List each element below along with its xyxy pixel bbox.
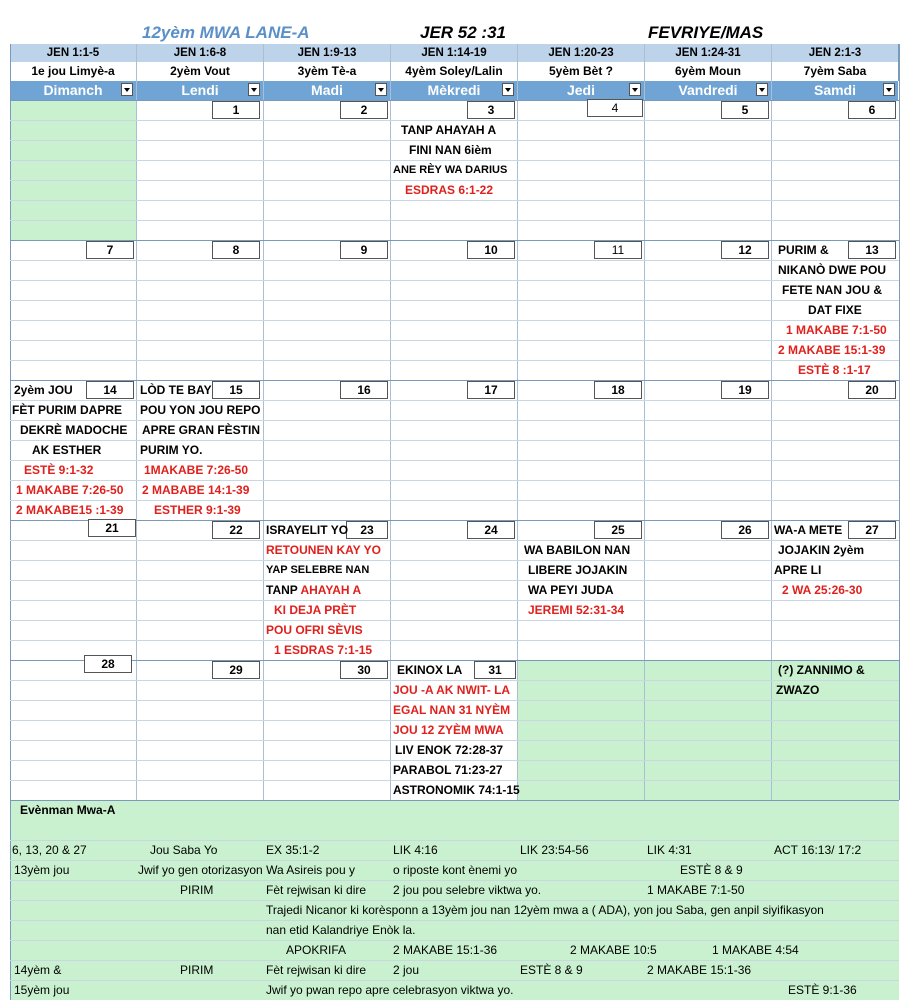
event-word: AHAYAH A xyxy=(300,583,362,597)
grid-line xyxy=(10,360,899,361)
day-name-sun: Dimanch xyxy=(43,82,103,98)
footer-heading: Evènman Mwa-A xyxy=(20,803,116,817)
event-line: JOU 12 ZYÈM MWA xyxy=(393,723,504,737)
date-30[interactable]: 30 xyxy=(340,661,388,679)
date-12[interactable]: 12 xyxy=(721,241,769,259)
day-ordinal-sun: 1e jou Limyè-a xyxy=(10,62,137,81)
event-line: POU YON JOU REPO xyxy=(140,403,261,417)
event-word: TANP xyxy=(266,583,301,597)
date-18[interactable]: 18 xyxy=(594,381,642,399)
footer-cell: ACT 16:13/ 17:2 xyxy=(774,843,862,857)
column-header-sun[interactable] xyxy=(10,81,137,100)
grid-line xyxy=(10,920,899,921)
event-line: NIKANÒ DWE POU xyxy=(778,263,886,277)
event-line: WA-A METE xyxy=(774,523,843,537)
footer-cell: LIK 4:31 xyxy=(647,843,692,857)
column-header-fri[interactable] xyxy=(645,81,772,100)
event-line: JOU -A AK NWIT- LA xyxy=(393,683,511,697)
day-ordinal-wed: 4yèm Soley/Lalin xyxy=(391,62,518,81)
green-cell-end-month xyxy=(518,660,899,800)
day-ref-sat: JEN 2:1-3 xyxy=(772,44,899,62)
filter-dropdown-icon[interactable] xyxy=(375,83,387,96)
event-line: POU OFRI SÈVIS xyxy=(266,623,363,637)
date-15[interactable]: 15 xyxy=(212,381,260,399)
date-4[interactable]: 4 xyxy=(587,99,643,117)
footer-cell: LIK 23:54-56 xyxy=(520,843,589,857)
event-line: APRE GRAN FÈSTIN xyxy=(142,423,261,437)
grid-line xyxy=(10,580,899,581)
event-line: APRE LI xyxy=(774,563,822,577)
footer-cell: Trajedi Nicanor ki korèsponn a 13yèm jou nan 12yèm mwa a ( ADA), yon jou Saba, gen anpil siyifikasyon xyxy=(266,903,824,917)
event-line: WA PEYI JUDA xyxy=(528,583,614,597)
footer-cell: 13yèm jou xyxy=(14,863,70,877)
date-10[interactable]: 10 xyxy=(467,241,515,259)
day-ref-thu: JEN 1:20-23 xyxy=(518,44,645,62)
event-scripture: 1MAKABE 7:26-50 xyxy=(144,463,249,477)
event-line: AK ESTHER xyxy=(32,443,102,457)
day-name-tue: Madi xyxy=(311,82,343,98)
grid-line xyxy=(10,540,899,541)
date-11[interactable]: 11 xyxy=(594,241,642,259)
grid-line xyxy=(10,620,899,621)
footer-cell: Jou Saba Yo xyxy=(150,843,218,857)
grid-line xyxy=(10,840,899,841)
grid-line xyxy=(10,300,899,301)
column-header-mon[interactable] xyxy=(137,81,264,100)
grid-line xyxy=(10,500,899,501)
event-scripture: 2 MABABE 14:1-39 xyxy=(142,483,250,497)
footer-cell: Fèt rejwisan ki dire xyxy=(266,883,367,897)
footer-cell: Jwif yo gen otorizasyon Wa Asireis pou y xyxy=(138,863,355,877)
grid-line xyxy=(263,44,264,800)
footer-cell: 2 jou xyxy=(393,963,420,977)
footer-cell: EX 35:1-2 xyxy=(266,843,320,857)
event-scripture: 2 MAKABE15 :1-39 xyxy=(16,503,124,517)
grid-line xyxy=(10,960,899,961)
day-ordinal-fri: 6yèm Moun xyxy=(645,62,772,81)
grid-line xyxy=(644,44,645,800)
grid-line xyxy=(10,220,899,221)
event-scripture: ASTRONOMIK 74:1-15 xyxy=(393,783,520,797)
date-17[interactable]: 17 xyxy=(467,381,515,399)
grid-line xyxy=(10,200,899,201)
event-line: ISRAYELIT YO xyxy=(266,523,349,537)
date-31[interactable]: 31 xyxy=(474,661,516,679)
event-line: RETOUNEN KAY YO xyxy=(266,543,381,557)
date-20[interactable]: 20 xyxy=(848,381,896,399)
event-scripture: 1 ESDRAS 7:1-15 xyxy=(274,643,373,657)
event-scripture: 2 MAKABE 15:1-39 xyxy=(778,343,886,357)
filter-dropdown-icon[interactable] xyxy=(883,83,895,96)
date-14[interactable]: 14 xyxy=(86,381,134,399)
footer-cell: 6, 13, 20 & 27 xyxy=(12,843,87,857)
event-scripture: 2 WA 25:26-30 xyxy=(782,583,863,597)
date-29[interactable]: 29 xyxy=(212,661,260,679)
month-range-title: FEVRIYE/MAS xyxy=(648,23,764,42)
filter-dropdown-icon[interactable] xyxy=(629,83,641,96)
day-ref-fri: JEN 1:24-31 xyxy=(645,44,772,62)
event-line: PURIM YO. xyxy=(140,443,203,457)
event-line: DEKRÈ MADOCHE xyxy=(20,423,128,437)
column-header-sat[interactable] xyxy=(772,81,899,100)
filter-dropdown-icon[interactable] xyxy=(121,83,133,96)
day-name-mon: Lendi xyxy=(181,82,219,98)
filter-dropdown-icon[interactable] xyxy=(756,83,768,96)
event-line: LIBERE JOJAKIN xyxy=(528,563,628,577)
event-scripture: 1 MAKABE 7:26-50 xyxy=(16,483,124,497)
grid-line xyxy=(136,44,137,800)
date-24[interactable]: 24 xyxy=(467,521,515,539)
month-title: 12yèm MWA LANE-A xyxy=(142,23,310,42)
filter-dropdown-icon[interactable] xyxy=(502,83,514,96)
event-line: EKINOX LA xyxy=(397,663,463,677)
event-line: FINI NAN 6ièm xyxy=(409,143,492,157)
event-line: ZWAZO xyxy=(776,683,820,697)
event-scripture: LIV ENOK 72:28-37 xyxy=(395,743,504,757)
scripture-ref-title: JER 52 :31 xyxy=(420,23,506,42)
event-line: WA BABILON NAN xyxy=(524,543,631,557)
footer-cell: ESTÈ 8 & 9 xyxy=(680,863,743,877)
grid-line xyxy=(10,44,11,1000)
footer-cell: 15yèm jou xyxy=(14,983,70,997)
date-6[interactable]: 6 xyxy=(848,101,896,119)
column-header-thu[interactable] xyxy=(518,81,645,100)
day-ordinal-sat: 7yèm Saba xyxy=(772,62,899,81)
date-7[interactable]: 7 xyxy=(86,241,134,259)
date-1[interactable]: 1 xyxy=(212,101,260,119)
footer-cell: PIRIM xyxy=(180,963,214,977)
grid-line xyxy=(10,340,899,341)
event-line: DAT FIXE xyxy=(808,303,862,317)
event-line: TANP AHAYAH A xyxy=(401,123,497,137)
grid-line xyxy=(10,800,899,801)
day-ordinal-thu: 5yèm Bèt ? xyxy=(518,62,645,81)
date-26[interactable]: 26 xyxy=(721,521,769,539)
date-16[interactable]: 16 xyxy=(340,381,388,399)
date-13[interactable]: 13 xyxy=(848,241,896,259)
event-scripture: 1 MAKABE 7:1-50 xyxy=(786,323,887,337)
date-9[interactable]: 9 xyxy=(340,241,388,259)
date-27[interactable]: 27 xyxy=(848,521,896,539)
filter-dropdown-icon[interactable] xyxy=(248,83,260,96)
column-header-wed[interactable] xyxy=(391,81,518,100)
event-line: PURIM & xyxy=(778,243,829,257)
event-line: FÈT PURIM DAPRE xyxy=(12,403,123,417)
date-5[interactable]: 5 xyxy=(721,101,769,119)
event-line: YAP SELEBRE NAN xyxy=(266,564,370,576)
date-19[interactable]: 19 xyxy=(721,381,769,399)
event-scripture: JEREMI 52:31-34 xyxy=(528,603,625,617)
footer-cell: 1 MAKABE 7:1-50 xyxy=(647,883,745,897)
event-line: KI DEJA PRÈT xyxy=(274,603,357,617)
day-ref-wed: JEN 1:14-19 xyxy=(391,44,518,62)
event-scripture: PARABOL 71:23-27 xyxy=(393,763,503,777)
day-name-wed: Mèkredi xyxy=(427,82,481,98)
column-header-tue[interactable] xyxy=(264,81,391,100)
footer-cell: 2 MAKABE 15:1-36 xyxy=(393,943,498,957)
day-ref-mon: JEN 1:6-8 xyxy=(137,44,264,62)
event-line: (?) ZANNIMO & xyxy=(778,663,865,677)
event-scripture: ESTÈ 9:1-32 xyxy=(24,463,94,477)
event-line: EGAL NAN 31 NYÈM xyxy=(393,703,511,717)
grid-line xyxy=(771,44,772,800)
footer-cell: 14yèm & xyxy=(14,963,62,977)
day-name-fri: Vandredi xyxy=(678,82,738,98)
date-8[interactable]: 8 xyxy=(212,241,260,259)
footer-cell: Jwif yo pwan repo apre celebrasyon viktwa yo. xyxy=(266,983,514,997)
day-ordinal-tue: 3yèm Tè-a xyxy=(264,62,391,81)
day-ref-sun: JEN 1:1-5 xyxy=(10,44,137,62)
event-line: ANE RÈY WA DARIUS xyxy=(393,164,508,176)
day-name-sat: Samdi xyxy=(813,82,856,98)
grid-line xyxy=(390,44,391,800)
grid-line xyxy=(10,640,899,641)
grid-line xyxy=(517,44,518,800)
footer-cell: nan etid Kalandriye Enòk la. xyxy=(266,923,416,937)
grid-line xyxy=(10,260,899,261)
footer-cell: ESTÈ 9:1-36 xyxy=(788,983,857,997)
footer-cell: 1 MAKABE 4:54 xyxy=(712,943,799,957)
event-scripture: ESTÈ 8 :1-17 xyxy=(798,363,871,377)
date-25[interactable]: 25 xyxy=(594,521,642,539)
date-3[interactable]: 3 xyxy=(467,101,515,119)
footer-cell: o riposte kont ènemi yo xyxy=(393,863,518,877)
green-cell-sun-week1 xyxy=(10,100,136,240)
grid-line xyxy=(10,560,899,561)
date-2[interactable]: 2 xyxy=(340,101,388,119)
day-ordinal-mon: 2yèm Vout xyxy=(137,62,264,81)
event-line: FETE NAN JOU & xyxy=(782,283,883,297)
date-21[interactable]: 21 xyxy=(88,519,136,537)
date-23[interactable]: 23 xyxy=(346,521,388,539)
event-scripture: ESDRAS 6:1-22 xyxy=(405,183,494,197)
footer-cell: LIK 4:16 xyxy=(393,843,438,857)
footer-cell: 2 MAKABE 15:1-36 xyxy=(647,963,752,977)
grid-line xyxy=(899,44,900,800)
grid-line xyxy=(10,600,899,601)
event-line: JOJAKIN 2yèm xyxy=(778,543,865,557)
footer-cell: PIRIM xyxy=(180,883,214,897)
date-28[interactable]: 28 xyxy=(84,655,132,673)
event-scripture: ESTHER 9:1-39 xyxy=(154,503,241,517)
event-line: 2yèm JOU xyxy=(14,383,73,397)
footer-cell: 2 MAKABE 10:5 xyxy=(570,943,657,957)
event-line: LÒD TE BAY xyxy=(140,383,212,397)
footer-cell: Fèt rejwisan ki dire xyxy=(266,963,367,977)
event-line xyxy=(266,580,361,600)
footer-cell: ESTÈ 8 & 9 xyxy=(520,963,583,977)
footer-cell: APOKRIFA xyxy=(286,943,347,957)
day-name-thu: Jedi xyxy=(566,82,595,98)
grid-line xyxy=(10,320,899,321)
footer-cell: 2 jou pou selebre viktwa yo. xyxy=(393,883,542,897)
date-22[interactable]: 22 xyxy=(212,521,260,539)
day-ref-tue: JEN 1:9-13 xyxy=(264,44,391,62)
grid-line xyxy=(10,280,899,281)
